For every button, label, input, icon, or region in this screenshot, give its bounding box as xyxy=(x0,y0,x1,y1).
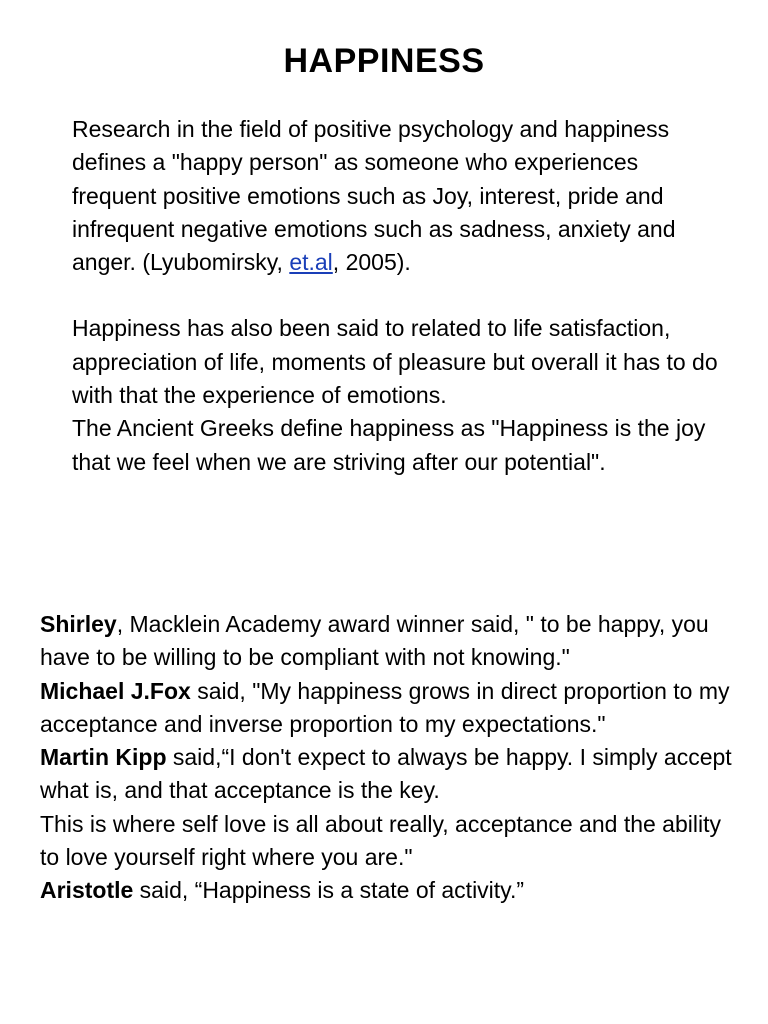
quote-text: said, "My happiness grows in direct proportion to my acceptance and inverse proportion to my expectations." xyxy=(40,677,730,737)
self-love-note: This is where self love is all about really, acceptance and the ability to love yourself right where you are." xyxy=(40,810,721,871)
quotes-section xyxy=(40,608,740,908)
research-text: Research in the field of positive psychology and happiness defines a "happy person" as someone who experiences frequent positive emotions such as Joy, interest, pride and infrequent negative emotions such as sadness, anxiety and anger. (Lyubomirsky, xyxy=(72,116,676,276)
quote-aristotle xyxy=(40,874,740,907)
quote-shirley xyxy=(40,608,740,675)
speaker-name: Shirley xyxy=(40,611,117,637)
et-al-citation-link[interactable]: et.al xyxy=(289,249,333,276)
quote-text: , Macklein Academy award winner said, " to be happy, you have to be willing to be compliant with not knowing." xyxy=(40,611,709,671)
speaker-name: Michael J.Fox xyxy=(40,677,191,704)
speaker-name: Martin Kipp xyxy=(40,744,167,771)
quote-text: said, “Happiness is a state of activity.” xyxy=(133,877,525,904)
page-title: HAPPINESS xyxy=(283,42,485,80)
quote-martin-kipp xyxy=(40,741,740,808)
intro-paragraph-research xyxy=(72,113,722,279)
intro-paragraph-life-satisfaction: Happiness has also been said to related to life satisfaction, appreciation of life, moments of pleasure but overall it has to do with that the experience of emotions. xyxy=(72,315,718,409)
intro-section xyxy=(72,113,722,479)
quote-text: said,“I don't expect to always be happy. I simply accept what is, and that acceptance is the key. xyxy=(40,744,732,804)
speaker-name: Aristotle xyxy=(40,877,134,904)
research-text-end: , 2005). xyxy=(332,249,411,276)
quote-michael-j-fox xyxy=(40,675,740,742)
intro-paragraph-ancient-greeks: The Ancient Greeks define happiness as "Happiness is the joy that we feel when we are striving after our potential". xyxy=(72,415,706,475)
